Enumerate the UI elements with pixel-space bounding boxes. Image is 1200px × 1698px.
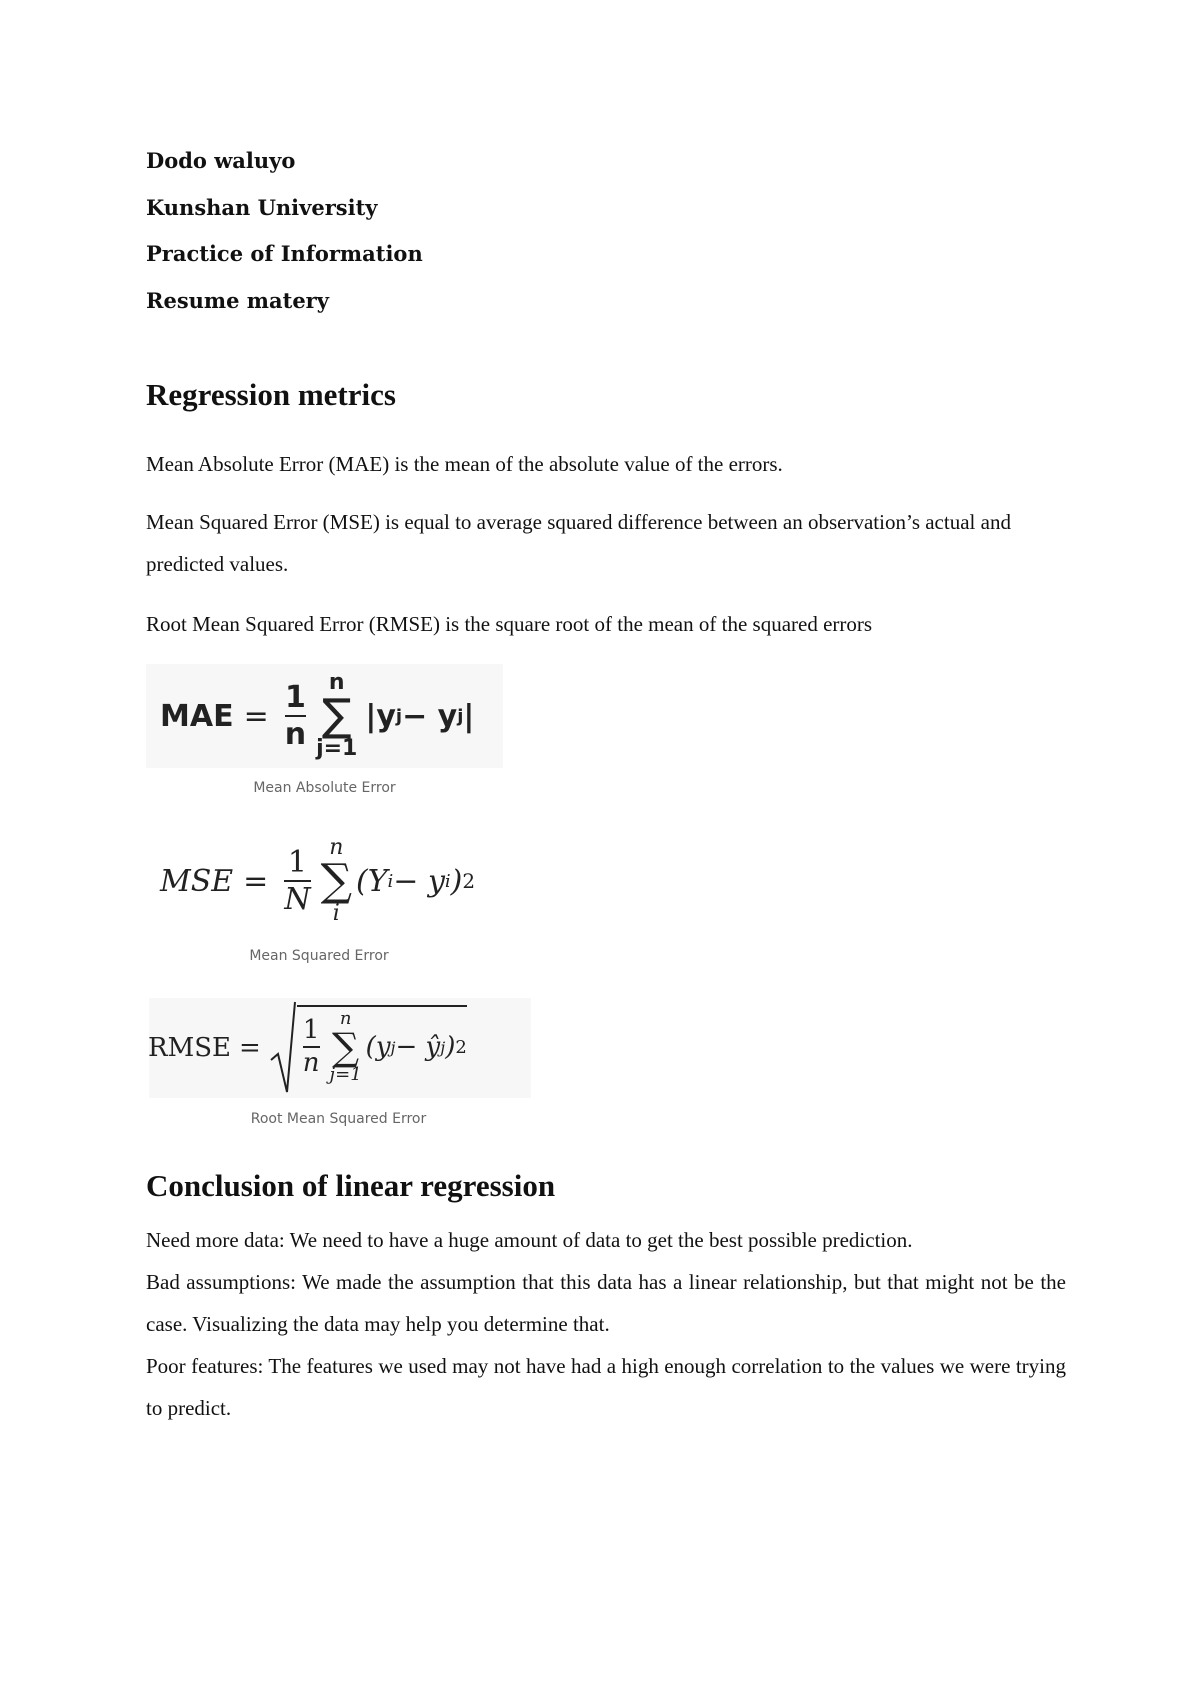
mse-formula [160,826,475,936]
mse-sum-top: n [329,834,344,860]
rmse-sup: 2 [455,1036,467,1058]
mse-minus: − y [393,863,445,899]
rmse-radicand [297,1005,467,1085]
author-name: Dodo waluyo [146,148,296,173]
rmse-fraction [302,1014,320,1078]
mae-numerator: 1 [284,679,306,715]
rmse-numerator: 1 [302,1014,320,1045]
mse-sum [321,836,352,926]
rmse-sub2: j [440,1037,446,1057]
mae-lhs: MAE [160,698,234,734]
rmse-lhs: RMSE [148,1033,231,1063]
mse-numerator: 1 [287,844,307,880]
sigma-icon: ∑ [320,855,352,907]
mae-sub2: j [457,705,464,727]
mae-formula [160,664,474,768]
mae-body: |y [365,698,396,734]
rmse-body: (y [365,1032,391,1062]
mae-sum [316,671,357,761]
conclusion-text [146,1219,1066,1429]
mse-sup: 2 [462,869,476,893]
paragraph-mae: Mean Absolute Error (MAE) is the mean of the absolute value of the errors. [146,452,783,476]
rmse-denominator: n [302,1048,320,1078]
rmse-sub1: j [390,1037,396,1057]
rmse-close: ) [445,1032,456,1062]
section-title-conclusion: Conclusion of linear regression [146,1168,556,1203]
section-title-regression-metrics: Regression metrics [146,377,396,412]
rmse-caption: Root Mean Squared Error [250,1111,427,1127]
mae-equals: = [243,698,269,734]
mse-sum-bottom: i [332,900,340,926]
mse-denominator: N [284,882,311,917]
paragraph-rmse: Root Mean Squared Error (RMSE) is the square root of the mean of the squared errors [146,612,873,636]
mae-sub1: j [395,705,403,727]
rmse-minus: − ŷ [395,1032,441,1062]
mae-close: | [463,698,475,734]
mse-body: (Y [355,863,388,899]
rmse-sum-top: n [339,1008,352,1030]
mae-caption: Mean Absolute Error [253,780,396,796]
mse-sub2: i [444,870,451,892]
rmse-equals: = [239,1033,261,1063]
sigma-icon: ∑ [321,690,352,742]
sigma-icon: ∑ [332,1024,360,1069]
mse-fraction [284,844,311,917]
mae-fraction [284,679,307,752]
paragraph-bad-assumptions: Bad assumptions: We made the assumption that this data has a linear relationship, but that might not be the case. Visualizing the data may help you determine that. [146,1270,1066,1336]
mse-close: ) [450,863,463,899]
mse-lhs: MSE [160,863,234,899]
university-name: Kunshan University [146,195,378,220]
radical-icon [269,998,297,1098]
paragraph-need-more-data: Need more data: We need to have a huge amount of data to get the best possible prediction. [146,1228,913,1252]
mae-minus: − y [402,698,458,734]
rmse-sum [330,1009,362,1085]
mae-denominator: n [284,717,307,752]
mae-sum-top: n [328,669,345,695]
paragraph-poor-features: Poor features: The features we used may not have had a high enough correlation to the values we were trying to predict. [146,1354,1066,1420]
mae-sum-bottom: j=1 [316,735,358,761]
paragraph-mse: Mean Squared Error (MSE) is equal to average squared difference between an observation’s actual and predicted values. [146,510,1011,576]
rmse-formula [148,998,467,1098]
course-name: Practice of Information [146,241,423,266]
rmse-sum-bottom: j=1 [329,1064,362,1086]
mse-equals: = [243,863,269,899]
mse-caption: Mean Squared Error [249,948,389,964]
document-subject: Resume matery [146,288,329,313]
mse-sub1: i [387,870,394,892]
